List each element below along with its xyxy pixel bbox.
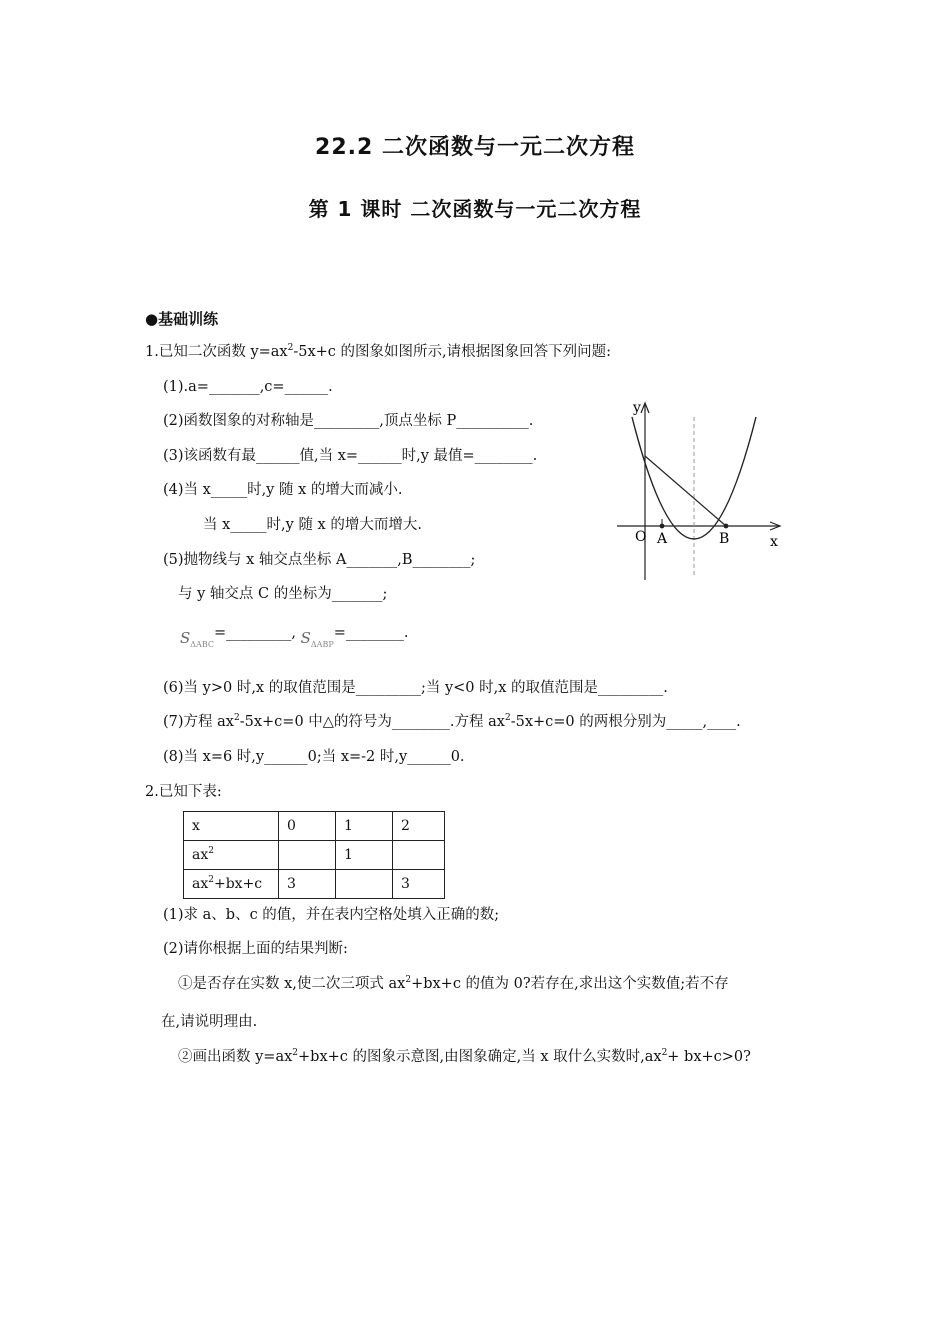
parabola-curve [632,417,756,539]
q2-part2: (2)请你根据上面的结果判断: [163,941,348,957]
q1-part5b: 与 y 轴交点 C 的坐标为_______; [178,586,388,602]
a-label: A [657,531,668,547]
b-label: B [719,531,730,547]
area-abp-symbol: $S_{\Delta ABP}$ [300,629,334,649]
origin-label: O [635,529,647,545]
q1-part7: (7)方程 $ax^2-5x+c=0$ 中△的符号为________.方程 $ax^2-5x+c=0$ 的两根分别为_____,____. [163,713,741,730]
q2-sub2: ②画出函数 $y=ax^2+bx+c$ 的图象示意图,由图象确定,当 x 取什么实数时$,ax^2+ bx+c>0$? [178,1048,751,1065]
table-cell: 0 [279,812,336,841]
x-label: x [770,534,778,550]
table-cell [279,841,336,870]
page-subtitle: 第 1 课时 二次函数与一元二次方程 [308,197,642,221]
q1-part4a: (4)当 x_____时,y 随 x 的增大而减小. [163,482,403,498]
page-title: 22.2 二次函数与一元二次方程 [315,135,635,160]
table-cell: $ax^2$ [184,841,279,870]
table-cell: x [184,812,279,841]
table-cell [393,841,445,870]
table-row [184,841,445,870]
q1-part4b: 当 x_____时,y 随 x 的增大而增大. [203,517,422,533]
q1-part8: (8)当 x=6 时,y______0;当 x=-2 时,y______0. [163,749,465,765]
table-cell: $ax^2+bx+c$ [184,870,279,899]
point-b [724,524,729,529]
table-cell [336,870,393,899]
q2-sub1: ①是否存在实数 x,使二次三项式 $ax^2+bx+c$ 的值为 0?若存在,求出这个实数值;若不存 [178,975,729,992]
line-cb [645,456,726,526]
section-heading: ●基础训练 [145,310,219,328]
table-cell: 1 [336,841,393,870]
q1-area-line: $S_{\Delta ABC}=\_\_\_\_\_\_\_\_\_$, $S_{\Delta ABP}=\_\_\_\_\_\_\_\_$. [180,625,409,649]
table-cell: 3 [279,870,336,899]
q1-stem: 1.已知二次函数 $y=ax^2-5x+c$ 的图象如图所示,请根据图象回答下列问题: [145,343,612,360]
q1-part1: (1).a=_______,c=______. [163,379,333,395]
q1-part5a: (5)抛物线与 x 轴交点坐标 A_______,B________; [163,552,476,568]
table-row [184,870,445,899]
area-abc-symbol: $S_{\Delta ABC}$ [180,629,214,649]
q1-part6: (6)当 y>0 时,x 的取值范围是_________;当 y<0 时,x 的取值范围是_________. [163,680,668,696]
table-cell: 1 [336,812,393,841]
value-table [183,811,445,899]
y-label: y [633,400,641,416]
q1-part2: (2)函数图象的对称轴是_________,顶点坐标 P__________. [163,413,534,429]
q1-part3: (3)该函数有最______值,当 x=______时,y 最值=________. [163,448,538,464]
parabola-graph [612,395,812,585]
q2-stem: 2.已知下表: [145,784,222,800]
table-cell: 2 [393,812,445,841]
q2-part1: (1)求 a、b、c 的值，并在表内空格处填入正确的数; [163,907,500,923]
table-row [184,812,445,841]
q2-sub1-cont: 在,请说明理由. [161,1014,258,1030]
table-cell: 3 [393,870,445,899]
